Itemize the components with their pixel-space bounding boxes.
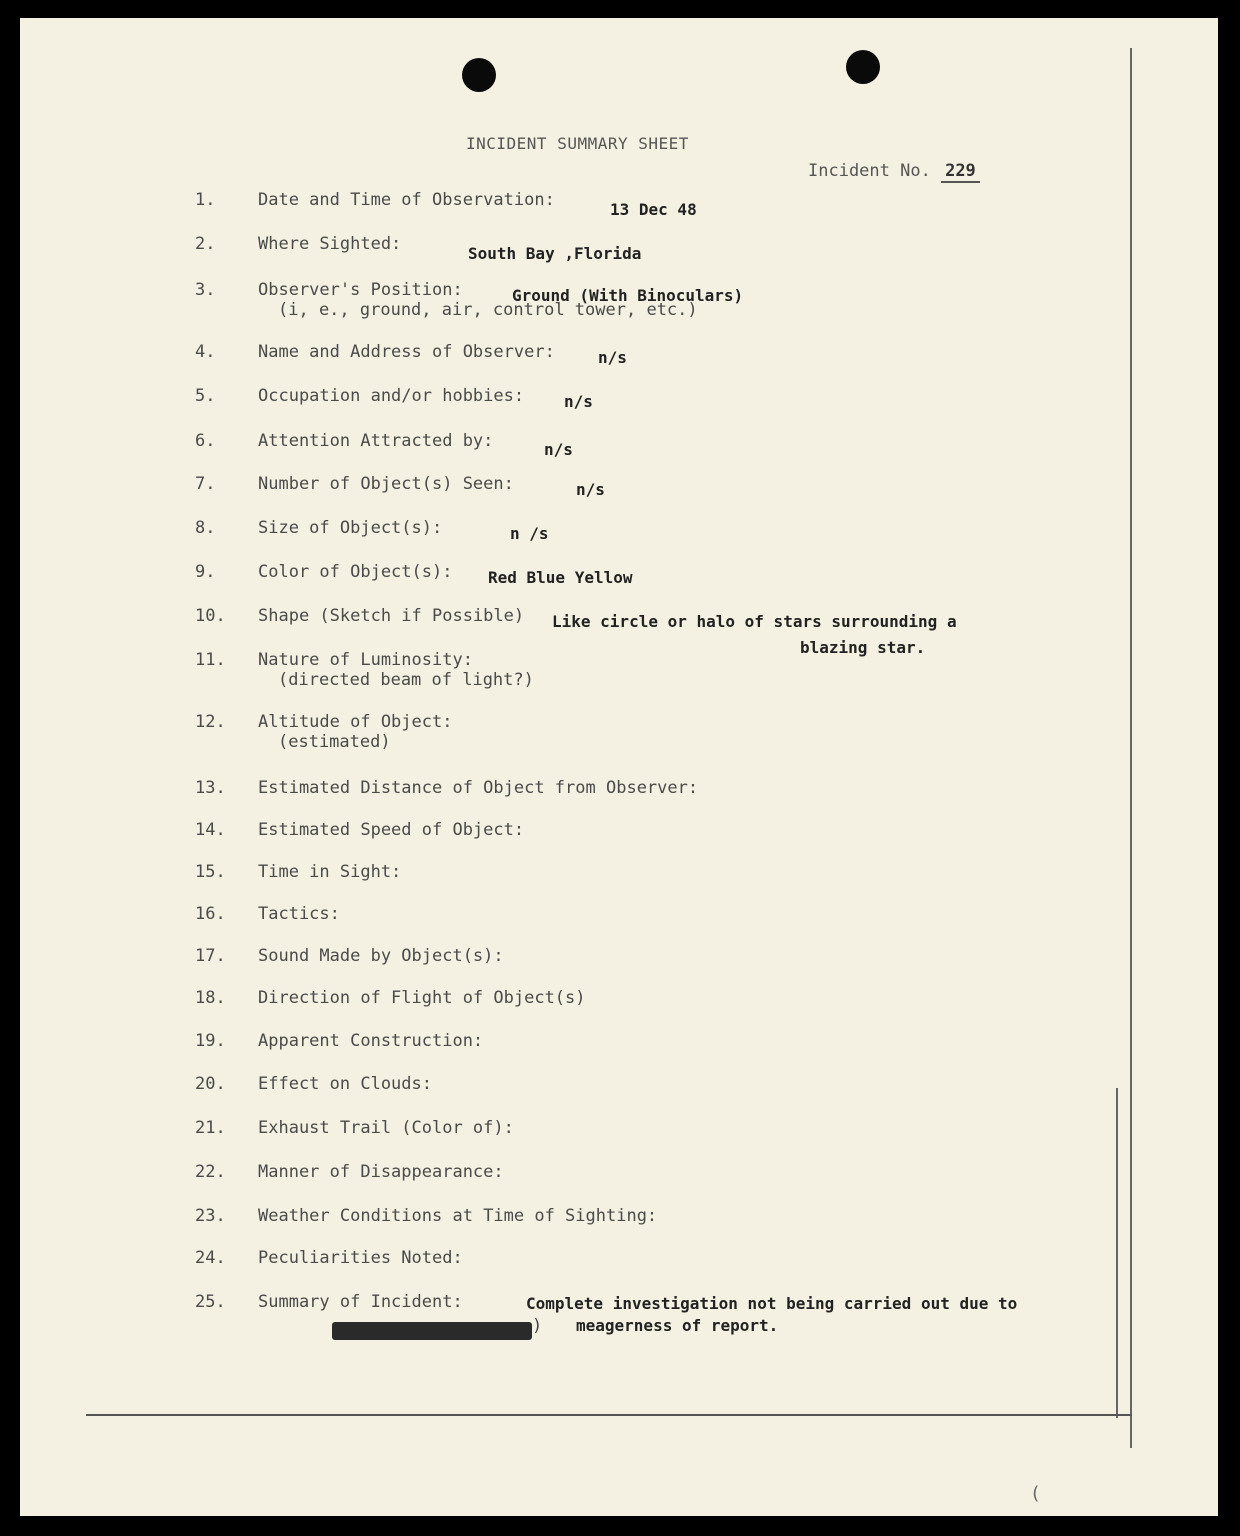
- item-sublabel: (i, e., ground, air, control tower, etc.): [278, 300, 698, 320]
- item-number: 18.: [195, 988, 226, 1008]
- item-answer: 13 Dec 48: [610, 200, 697, 219]
- item-number: 4.: [195, 342, 216, 362]
- item-label: Exhaust Trail (Color of):: [258, 1118, 514, 1138]
- right-edge-line: [1130, 48, 1132, 1448]
- item-number: 25.: [195, 1292, 226, 1312]
- item-answer-continued: meagerness of report.: [576, 1316, 779, 1335]
- item-label: Direction of Flight of Object(s): [258, 988, 586, 1008]
- item-number: 13.: [195, 778, 226, 798]
- item-answer: Complete investigation not being carried out due to: [526, 1294, 1018, 1313]
- redaction-bar: [332, 1322, 532, 1340]
- item-label: Name and Address of Observer:: [258, 342, 555, 362]
- item-label: Summary of Incident:: [258, 1292, 463, 1312]
- item-sublabel: (directed beam of light?): [278, 670, 534, 690]
- item-answer: Like circle or halo of stars surrounding a: [552, 612, 957, 631]
- item-answer: n/s: [564, 392, 593, 411]
- page-title: INCIDENT SUMMARY SHEET: [466, 134, 689, 153]
- item-label: Attention Attracted by:: [258, 431, 494, 451]
- item-answer: Red Blue Yellow: [488, 568, 633, 587]
- item-answer: South Bay ,Florida: [468, 244, 642, 263]
- item-label: Altitude of Object:: [258, 712, 453, 732]
- punch-hole-left: [462, 58, 496, 92]
- item-number: 19.: [195, 1031, 226, 1051]
- item-number: 5.: [195, 386, 216, 406]
- incident-number: [808, 161, 980, 181]
- item-number: 6.: [195, 431, 216, 451]
- item-number: 3.: [195, 280, 216, 300]
- item-number: 17.: [195, 946, 226, 966]
- item-number: 10.: [195, 606, 226, 626]
- item-label: Size of Object(s):: [258, 518, 443, 538]
- item-answer: Ground (With Binoculars): [512, 286, 744, 305]
- item-number: 21.: [195, 1118, 226, 1138]
- item-label: Where Sighted:: [258, 234, 402, 254]
- incident-number-label: Incident No.: [808, 161, 931, 181]
- item-label: Occupation and/or hobbies:: [258, 386, 525, 406]
- item-number: 23.: [195, 1206, 226, 1226]
- item-answer: n/s: [544, 440, 573, 459]
- item-number: 24.: [195, 1248, 226, 1268]
- item-answer: n/s: [576, 480, 605, 499]
- item-number: 12.: [195, 712, 226, 732]
- item-label: Sound Made by Object(s):: [258, 946, 504, 966]
- item-label: Effect on Clouds:: [258, 1074, 432, 1094]
- item-label: Estimated Speed of Object:: [258, 820, 525, 840]
- inner-edge-line: [1116, 1088, 1118, 1418]
- item-label: Observer's Position:: [258, 280, 463, 300]
- item-number: 20.: [195, 1074, 226, 1094]
- item-number: 2.: [195, 234, 216, 254]
- item-label: Time in Sight:: [258, 862, 402, 882]
- item-label: Nature of Luminosity:: [258, 650, 473, 670]
- item-number: 7.: [195, 474, 216, 494]
- item-label: Color of Object(s):: [258, 562, 453, 582]
- item-label: Number of Object(s) Seen:: [258, 474, 514, 494]
- item-number: 9.: [195, 562, 216, 582]
- corner-mark: (: [1030, 1483, 1041, 1504]
- item-label: Manner of Disappearance:: [258, 1162, 504, 1182]
- incident-number-value: 229: [941, 161, 980, 183]
- item-answer: n /s: [510, 524, 549, 543]
- item-label: Shape (Sketch if Possible): [258, 606, 525, 626]
- item-answer-continued: blazing star.: [800, 638, 926, 657]
- redaction-paren: ): [532, 1316, 543, 1336]
- punch-hole-right: [846, 50, 880, 84]
- item-label: Date and Time of Observation:: [258, 190, 555, 210]
- item-label: Apparent Construction:: [258, 1031, 484, 1051]
- item-number: 14.: [195, 820, 226, 840]
- item-label: Weather Conditions at Time of Sighting:: [258, 1206, 658, 1226]
- item-number: 11.: [195, 650, 226, 670]
- item-number: 22.: [195, 1162, 226, 1182]
- item-number: 8.: [195, 518, 216, 538]
- item-number: 1.: [195, 190, 216, 210]
- item-answer: n/s: [598, 348, 627, 367]
- item-label: Peculiarities Noted:: [258, 1248, 463, 1268]
- document-page: [20, 18, 1218, 1516]
- item-sublabel: (estimated): [278, 732, 391, 752]
- item-number: 16.: [195, 904, 226, 924]
- item-label: Tactics:: [258, 904, 340, 924]
- item-label: Estimated Distance of Object from Observer:: [258, 778, 699, 798]
- bottom-edge-line: [86, 1414, 1132, 1416]
- item-number: 15.: [195, 862, 226, 882]
